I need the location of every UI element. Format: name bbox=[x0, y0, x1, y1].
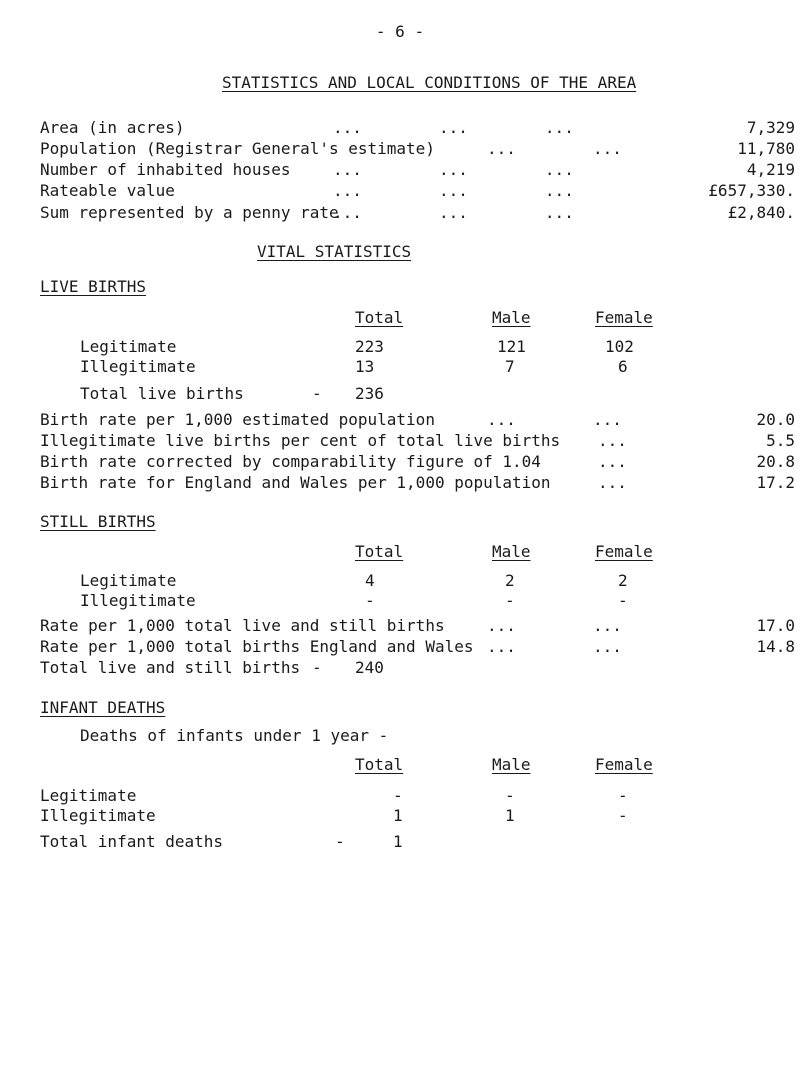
section-heading-infant-deaths: INFANT DEATHS bbox=[40, 698, 166, 717]
rate-value: 20.8 bbox=[756, 452, 795, 471]
total-dash: - bbox=[312, 658, 322, 677]
area-stat-label: Sum represented by a penny rate bbox=[40, 203, 339, 222]
area-stat-label: Number of inhabited houses bbox=[40, 160, 291, 179]
column-header-female: Female bbox=[595, 542, 653, 561]
cell-female: 2 bbox=[618, 571, 628, 590]
leader-dots: ... bbox=[598, 473, 627, 492]
column-header-male: Male bbox=[492, 755, 531, 774]
cell-female: 6 bbox=[618, 357, 628, 376]
leader-dots: ... ... ... bbox=[333, 203, 574, 222]
infant-deaths-intro: Deaths of infants under 1 year - bbox=[80, 726, 389, 745]
rate-value: 17.2 bbox=[756, 473, 795, 492]
cell-male: 1 bbox=[505, 806, 515, 825]
column-header-female: Female bbox=[595, 755, 653, 774]
rate-label: Illegitimate live births per cent of total live births bbox=[40, 431, 561, 450]
row-label: Illegitimate bbox=[80, 357, 196, 376]
rate-value: 5.5 bbox=[766, 431, 795, 450]
total-label: Total infant deaths bbox=[40, 832, 224, 851]
total-label: Total live and still births bbox=[40, 658, 301, 677]
column-header-male: Male bbox=[492, 308, 531, 327]
page-title: STATISTICS AND LOCAL CONDITIONS OF THE AREA bbox=[222, 73, 637, 92]
cell-female: 102 bbox=[605, 337, 634, 356]
cell-total: 13 bbox=[355, 357, 375, 376]
row-label: Legitimate bbox=[40, 786, 137, 805]
section-heading-still-births: STILL BIRTHS bbox=[40, 512, 156, 531]
column-header-total: Total bbox=[355, 308, 404, 327]
cell-male: 121 bbox=[497, 337, 526, 356]
cell-male: - bbox=[505, 591, 515, 610]
leader-dots: ... ... ... bbox=[333, 160, 574, 179]
page-number: - 6 - bbox=[375, 22, 425, 41]
row-label: Illegitimate bbox=[80, 591, 196, 610]
total-value: 236 bbox=[355, 384, 384, 403]
leader-dots: ... ... bbox=[487, 637, 622, 656]
rate-label: Birth rate for England and Wales per 1,000 population bbox=[40, 473, 551, 492]
cell-male: - bbox=[505, 786, 515, 805]
cell-female: - bbox=[618, 806, 628, 825]
cell-total: 223 bbox=[355, 337, 384, 356]
row-label: Legitimate bbox=[80, 337, 177, 356]
area-stat-value: £657,330. bbox=[708, 181, 795, 200]
total-value: 240 bbox=[355, 658, 384, 677]
rate-value: 14.8 bbox=[756, 637, 795, 656]
row-label: Legitimate bbox=[80, 571, 177, 590]
rate-value: 20.0 bbox=[756, 410, 795, 429]
column-header-total: Total bbox=[355, 755, 404, 774]
rate-value: 17.0 bbox=[756, 616, 795, 635]
column-header-male: Male bbox=[492, 542, 531, 561]
leader-dots: ... ... ... bbox=[333, 181, 574, 200]
total-value: 1 bbox=[393, 832, 403, 851]
cell-male: 2 bbox=[505, 571, 515, 590]
cell-male: 7 bbox=[505, 357, 515, 376]
leader-dots: ... ... bbox=[487, 410, 622, 429]
leader-dots: ... bbox=[598, 431, 627, 450]
area-stat-value: £2,840. bbox=[727, 203, 795, 222]
leader-dots: ... bbox=[598, 452, 627, 471]
column-header-female: Female bbox=[595, 308, 653, 327]
section-title-vital-statistics: VITAL STATISTICS bbox=[257, 242, 412, 261]
rate-label: Birth rate per 1,000 estimated population bbox=[40, 410, 435, 429]
rate-label: Rate per 1,000 total births England and Wales bbox=[40, 637, 474, 656]
total-dash: - bbox=[335, 832, 345, 851]
cell-female: - bbox=[618, 591, 628, 610]
area-stat-label: Area (in acres) bbox=[40, 118, 185, 137]
area-stat-label: Rateable value bbox=[40, 181, 175, 200]
area-stat-value: 11,780 bbox=[737, 139, 795, 158]
row-label: Illegitimate bbox=[40, 806, 156, 825]
area-stat-value: 7,329 bbox=[746, 118, 795, 137]
area-stat-label: Population (Registrar General's estimate) bbox=[40, 139, 435, 158]
cell-female: - bbox=[618, 786, 628, 805]
leader-dots: ... ... ... bbox=[333, 118, 574, 137]
area-stat-value: 4,219 bbox=[746, 160, 795, 179]
leader-dots: ... ... bbox=[487, 139, 622, 158]
column-header-total: Total bbox=[355, 542, 404, 561]
cell-total: - bbox=[365, 591, 375, 610]
cell-total: - bbox=[393, 786, 403, 805]
total-dash: - bbox=[312, 384, 322, 403]
rate-label: Rate per 1,000 total live and still births bbox=[40, 616, 445, 635]
cell-total: 4 bbox=[365, 571, 375, 590]
leader-dots: ... ... bbox=[487, 616, 622, 635]
rate-label: Birth rate corrected by comparability figure of 1.04 bbox=[40, 452, 541, 471]
cell-total: 1 bbox=[393, 806, 403, 825]
section-heading-live-births: LIVE BIRTHS bbox=[40, 277, 146, 296]
total-label: Total live births bbox=[80, 384, 244, 403]
